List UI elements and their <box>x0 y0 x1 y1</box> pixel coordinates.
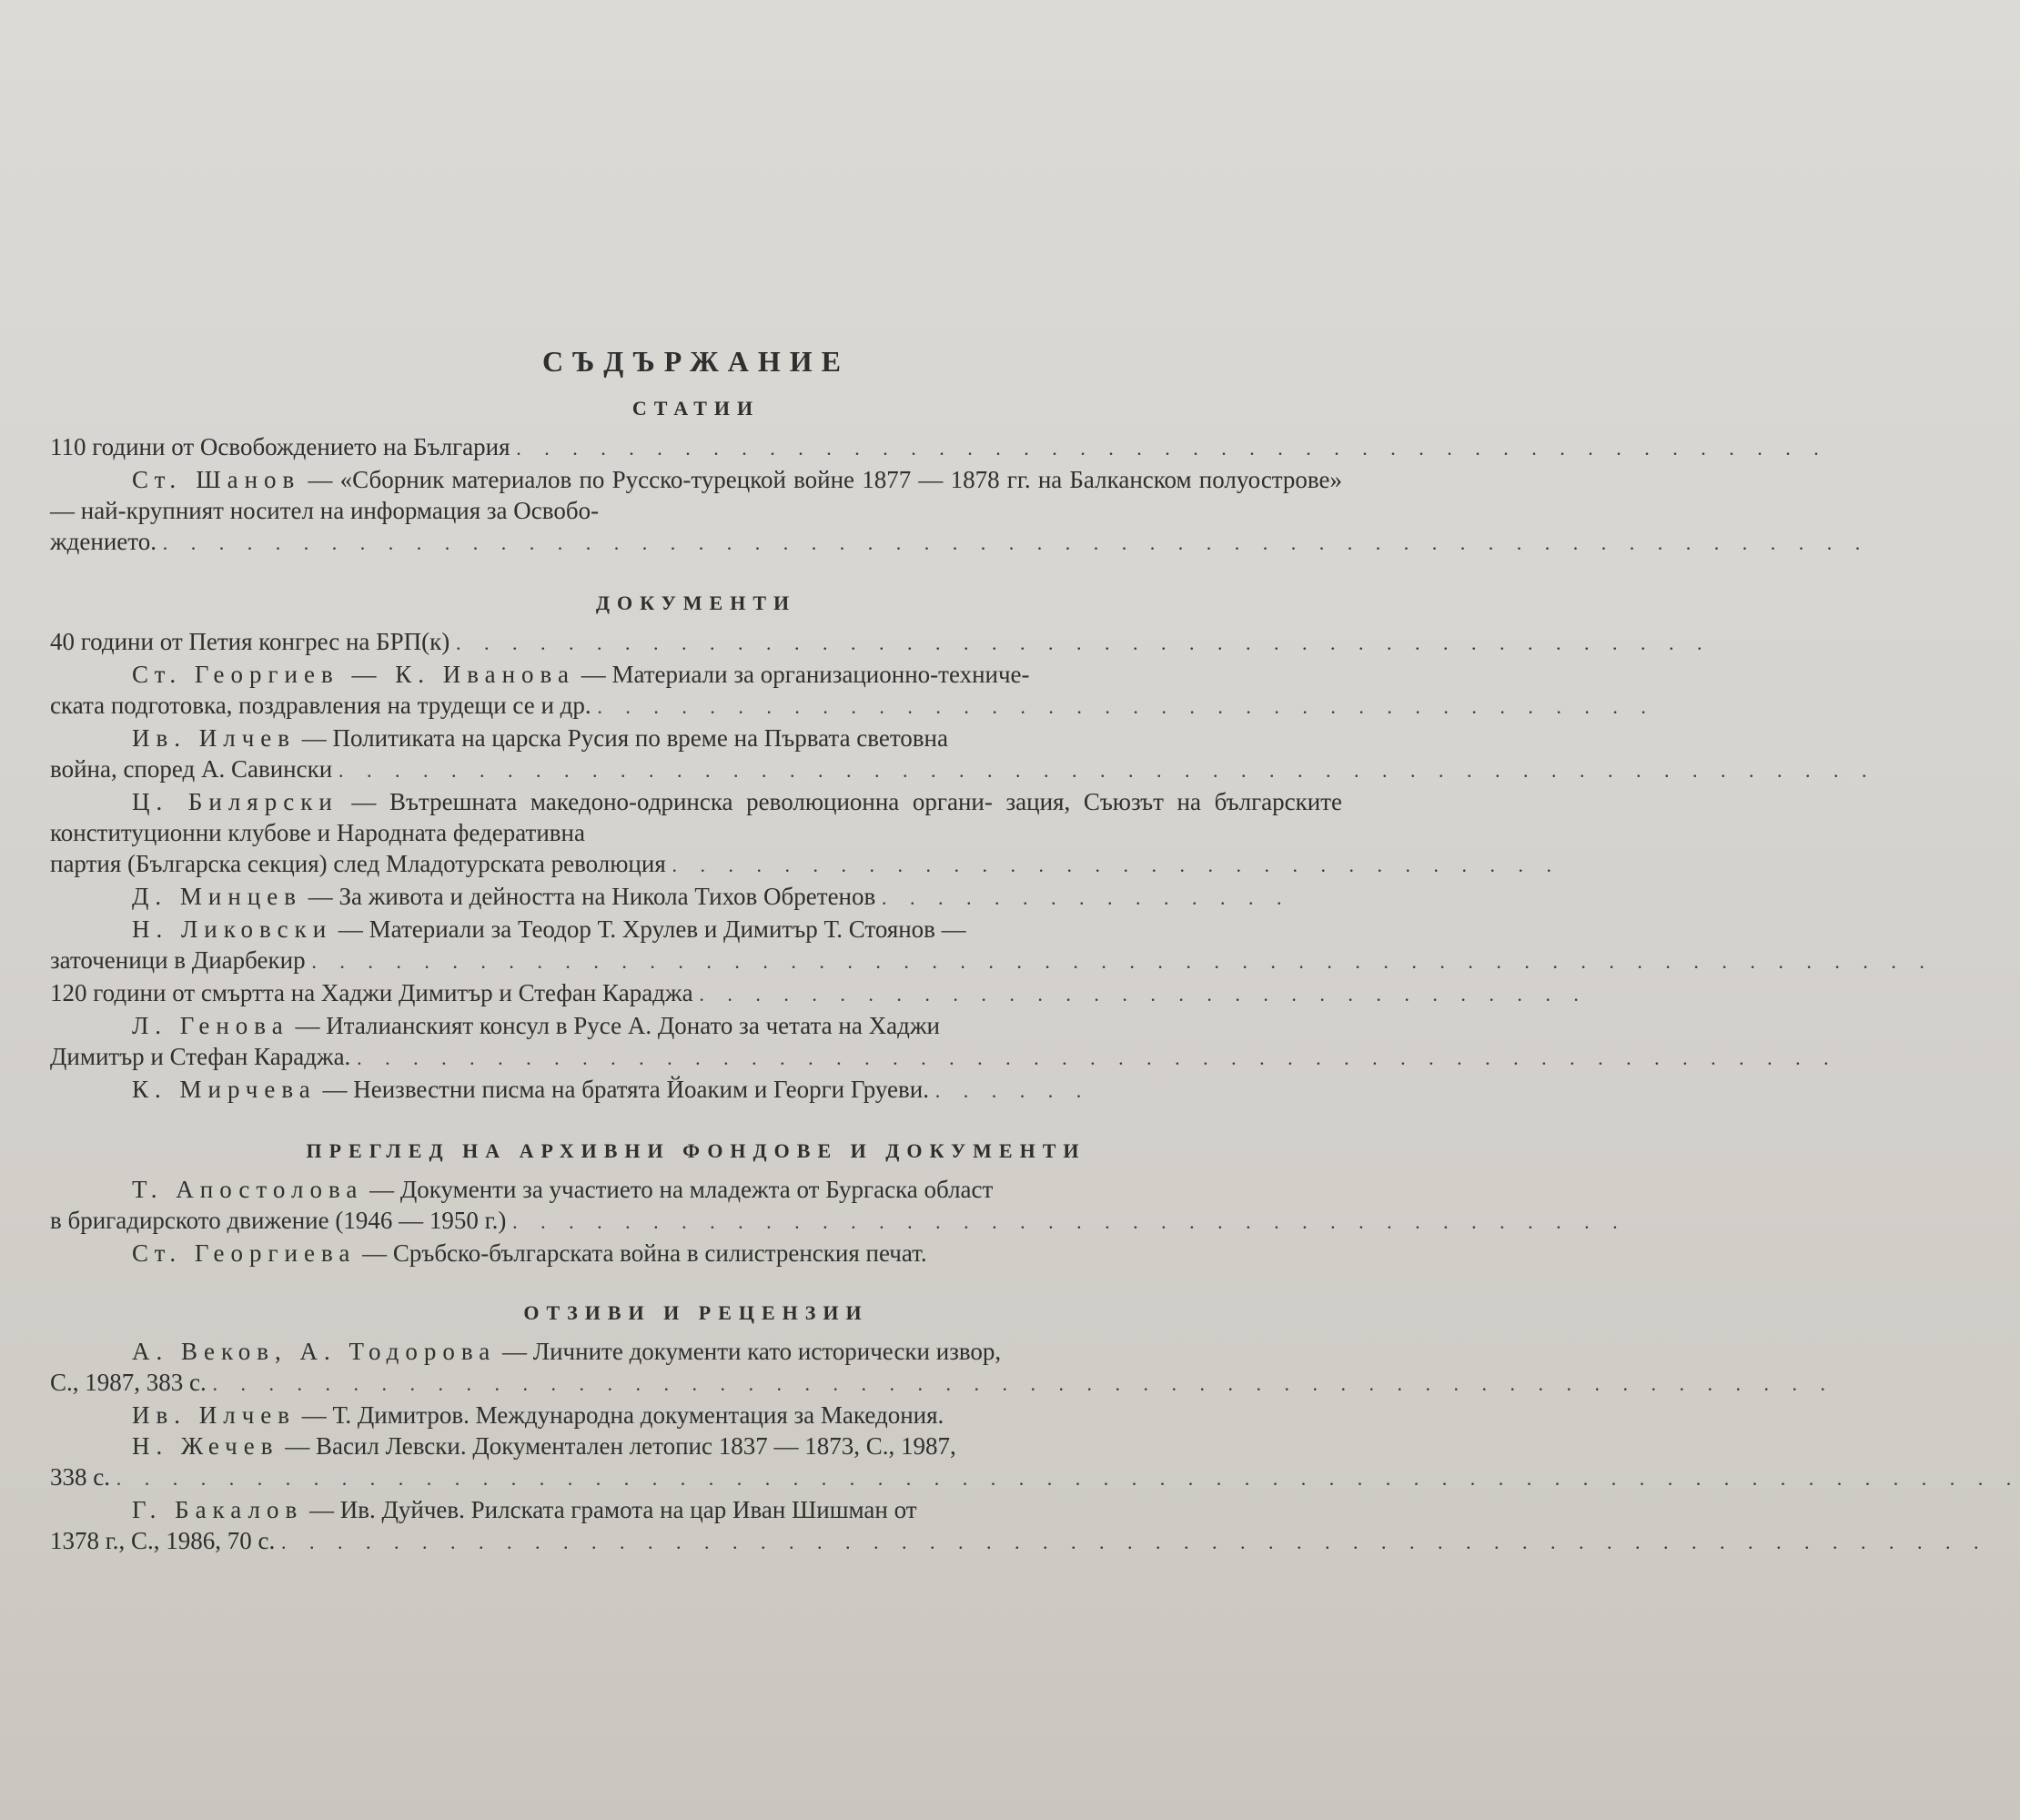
entry-zhechev-end: 338 с. . . . . . . . . . . . . . . . . . . . . . . . . . . . . . . . . . . . . . . . . . . . . . . . . . . . . . . . . . . . . . . . . . . . . <box>50 1461 1342 1494</box>
entry-shanov: Ст. Шанов — «Сборник материалов по Русско-турецкой войне 1877 — 1878 гг. на Балканском полуострове» — най-крупният носител на информация за Освобо- <box>50 466 1343 524</box>
leader-dots: . . . . . . . . . . . . . . . . . . . . . . . . . . . . . . . . . . . . . . . . . . . . . . . . . . . . . <box>357 1046 1838 1069</box>
leader-dots: . . . . . . . . . . . . . . . . . . . . . . . . . . . . . . . . . . . . . . . . <box>512 1210 1627 1233</box>
topic-40-years: 40 години от Петия конгрес на БРП(к) . . . . . . . . . . . . . . . . . . . . . . . . . . . . . . . . . . . . . . . . . . . . . <box>50 626 1342 659</box>
entry-vekov-todorova: А. Веков, А. Тодорова — Личните документи като исторически извор, <box>132 1338 1002 1365</box>
entry-vekov-todorova-end: С., 1987, 383 с. . . . . . . . . . . . . . . . . . . . . . . . . . . . . . . . . . . . . . . . . . . . . . . . . . . . . . . . . . . <box>50 1367 1342 1400</box>
section-heading-archives: ПРЕГЛЕД НА АРХИВНИ ФОНДОВЕ И ДОКУМЕНТИ <box>306 1139 1086 1162</box>
entry-shanov-end: ждението. . . . . . . . . . . . . . . . . . . . . . . . . . . . . . . . . . . . . . . . . . . . . . . . . . . . . . . . . . . . . . <box>50 526 1342 559</box>
section-heading-documents: ДОКУМЕНТИ <box>595 592 797 614</box>
leader-dots: . . . . . . . . . . . . . . . . . . . . . . . . . . . . . . . . . . . . . . . . . . . . . . . . . . . . . . . . . . <box>311 950 1934 973</box>
entry-georgiev-ivanova: Ст. Георгиев — К. Иванова — Материали за организационно-техниче- <box>132 661 1030 688</box>
entry-georgieva: Ст. Георгиева — Сръбско-българската война в силистренския печат. <box>132 1239 927 1267</box>
leader-dots: . . . . . . . . . . . . . . . . . . . . . . . . . . . . . . . . <box>699 983 1588 1006</box>
leader-dots: . . . . . . . . . . . . . . . . . . . . . . . . . . . . . . . . . . . . . . . . . . . . . . . . . . . . . . . <box>338 759 1876 782</box>
leader-dots: . . . . . . . . . . . . . . . . . . . . . . . . . . . . . . . . . . . . . . . . . . . . . . . . . . . . . . . . . . . . . <box>281 1531 1988 1553</box>
leader-dots: . . . . . . <box>934 1079 1091 1102</box>
entry-bilyarski: Ц. Билярски — Вътрешната македоно-одринска революционна органи- зация, Съюзът на българските конституционни клубове и Народната федеративна <box>50 788 1342 846</box>
entry-bakalov: Г. Бакалов — Ив. Дуйчев. Рилската грамота на цар Иван Шишман от <box>132 1496 917 1523</box>
entry-genova-end: Димитър и Стефан Караджа. . . . . . . . . . . . . . . . . . . . . . . . . . . . . . . . . . . . . . . . . . . . . . . . . . . . . . <box>50 1041 1342 1074</box>
entry-likovski-end: заточеници в Диарбекир . . . . . . . . . . . . . . . . . . . . . . . . . . . . . . . . . . . . . . . . . . . . . . . . . . . . . . . . . . <box>50 945 1342 977</box>
leader-dots: . . . . . . . . . . . . . . . . . . . . . . . . . . . . . . . . . . . . . . . . . . . . . <box>456 632 1712 654</box>
entry-likovski: Н. Ликовски — Материали за Теодор Т. Хрулев и Димитър Т. Стоянов — <box>132 915 966 943</box>
entry-ilchev-review: Ив. Илчев — Т. Димитров. Международна документация за Македония. <box>132 1401 944 1429</box>
leader-dots: . . . . . . . . . . . . . . . . . . . . . . . . . . . . . . . . . . . . . . . . . . . . . . . <box>516 437 1828 460</box>
entry-bilyarski-end: партия (Българска секция) след Младотурската революция . . . . . . . . . . . . . . . . . . . . . . . . . . . . . . . . <box>50 848 1342 881</box>
leader-dots: . . . . . . . . . . . . . . . . . . . . . . . . . . . . . . . . . . . . . . . . . . . . . . . . . . . . . . . . . . . . . <box>162 531 1870 554</box>
entry-mintsev: Д. Минцев — За живота и дейността на Никола Тихов Обретенов . . . . . . . . . . . . . . . <box>50 881 1342 914</box>
entry-zhechev: Н. Жечев — Васил Левски. Документален летопис 1837 — 1873, С., 1987, <box>132 1432 956 1460</box>
leader-dots: . . . . . . . . . . . . . . . . . . . . . . . . . . . . . . . . <box>672 854 1560 876</box>
entry-georgiev-ivanova-end: ската подготовка, поздравления на трудещи се и др. . . . . . . . . . . . . . . . . . . . . . . . . . . . . . . . . . . . . . . <box>50 690 1342 723</box>
section-heading-articles: СТАТИИ <box>631 397 761 420</box>
entry-ilchev-end: война, според А. Савински . . . . . . . . . . . . . . . . . . . . . . . . . . . . . . . . . . . . . . . . . . . . . . . . . . . . . . . <box>50 753 1342 786</box>
entry-apostolova-end: в бригадирското движение (1946 — 1950 г.) . . . . . . . . . . . . . . . . . . . . . . . . . . . . . . . . . . . . . . . . <box>50 1205 1342 1238</box>
leader-dots: . . . . . . . . . . . . . . . . . . . . . . . . . . . . . . . . . . . . . . <box>597 695 1655 718</box>
entry-bakalov-end: 1378 г., С., 1986, 70 с. . . . . . . . . . . . . . . . . . . . . . . . . . . . . . . . . . . . . . . . . . . . . . . . . . . . . . . . . . . . . . <box>50 1525 1342 1558</box>
topic-110-years: 110 години от Освобождението на България . . . . . . . . . . . . . . . . . . . . . . . . . . . . . . . . . . . . . . . . . . . . . . . <box>50 431 1342 464</box>
entry-apostolova: Т. Апостолова — Документи за участието на младежта от Бургаска област <box>132 1176 994 1203</box>
entry-ilchev: Ив. Илчев — Политиката на царска Русия по време на Първата световна <box>132 724 948 752</box>
page-title: СЪДЪРЖАНИЕ <box>542 345 850 378</box>
leader-dots: . . . . . . . . . . . . . . . <box>882 886 1291 909</box>
section-heading-reviews: ОТЗИВИ И РЕЦЕНЗИИ <box>523 1301 869 1324</box>
leader-dots: . . . . . . . . . . . . . . . . . . . . . . . . . . . . . . . . . . . . . . . . . . . . . . . . . . . . . . . . . . . . . . . . . . . . <box>116 1467 2020 1490</box>
entry-mircheva: К. Мирчева — Неизвестни писма на братята Йоаким и Георги Груеви. . . . . . . <box>50 1074 1342 1107</box>
leader-dots: . . . . . . . . . . . . . . . . . . . . . . . . . . . . . . . . . . . . . . . . . . . . . . . . . . . . . . . . . . <box>212 1372 1834 1395</box>
table-of-contents <box>50 345 2020 1558</box>
entry-genova: Л. Генова — Италианският консул в Русе А. Донато за четата на Хаджи <box>132 1012 940 1039</box>
topic-120-years: 120 години от смъртта на Хаджи Димитър и Стефан Караджа . . . . . . . . . . . . . . . . . . . . . . . . . . . . . . . . <box>50 977 1342 1010</box>
